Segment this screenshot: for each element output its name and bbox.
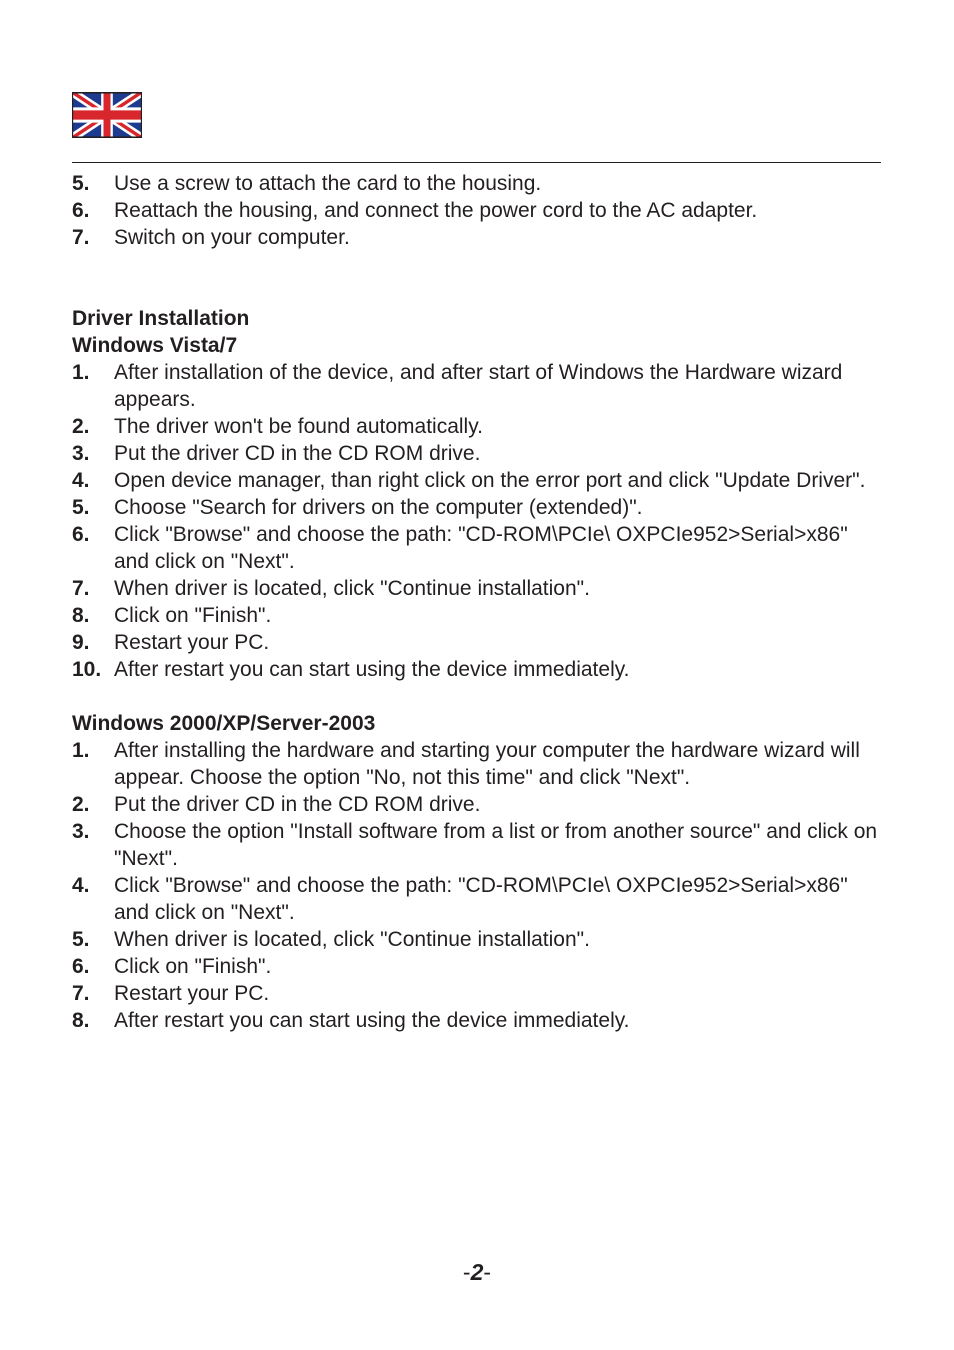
step-text: Switch on your computer. <box>114 226 350 249</box>
step-text: Choose the option "Install software from a list or from another source" and click on "Next". <box>114 820 878 870</box>
step-text: Reattach the housing, and connect the power cord to the AC adapter. <box>114 199 758 222</box>
list-item <box>72 953 881 980</box>
step-number: 6. <box>72 523 90 546</box>
list-item <box>72 440 881 467</box>
step-number: 6. <box>72 955 90 978</box>
page-number-value: 2 <box>470 1259 484 1285</box>
step-number: 2. <box>72 793 90 816</box>
step-number: 5. <box>72 172 90 195</box>
step-number: 2. <box>72 415 90 438</box>
step-text: After installation of the device, and after start of Windows the Hardware wizard appears. <box>114 361 843 411</box>
step-text: Click "Browse" and choose the path: "CD-ROM\PCIe\ OXPCIe952>Serial>x86" and click on "Next". <box>114 523 848 573</box>
step-number: 4. <box>72 469 90 492</box>
page-number-prefix: - <box>462 1259 471 1285</box>
step-number: 6. <box>72 199 90 222</box>
step-text: When driver is located, click "Continue installation". <box>114 577 590 600</box>
list-item <box>72 656 881 683</box>
intro-steps-list <box>72 170 881 251</box>
step-number: 7. <box>72 577 90 600</box>
list-item <box>72 872 881 926</box>
list-item <box>72 359 881 413</box>
list-item <box>72 1007 881 1034</box>
step-number: 1. <box>72 361 90 384</box>
xp-subtitle: Windows 2000/XP/Server-2003 <box>72 712 376 735</box>
manual-content <box>72 170 881 1034</box>
vista-steps-list <box>72 359 881 683</box>
step-number: 5. <box>72 928 90 951</box>
step-text: The driver won't be found automatically. <box>114 415 483 438</box>
step-number: 1. <box>72 739 90 762</box>
step-text: Restart your PC. <box>114 631 270 654</box>
step-text: Restart your PC. <box>114 982 270 1005</box>
header-divider <box>72 162 881 163</box>
section-title: Driver Installation <box>72 307 250 330</box>
list-item <box>72 224 881 251</box>
step-text: Put the driver CD in the CD ROM drive. <box>114 442 481 465</box>
step-text: Choose "Search for drivers on the computer (extended)". <box>114 496 643 519</box>
step-text: Put the driver CD in the CD ROM drive. <box>114 793 481 816</box>
step-text: When driver is located, click "Continue installation". <box>114 928 590 951</box>
list-item <box>72 602 881 629</box>
list-item <box>72 413 881 440</box>
page-number <box>0 1258 954 1286</box>
step-number: 9. <box>72 631 90 654</box>
step-number: 8. <box>72 1009 90 1032</box>
step-text: Use a screw to attach the card to the housing. <box>114 172 542 195</box>
list-item <box>72 926 881 953</box>
list-item <box>72 521 881 575</box>
step-text: Click on "Finish". <box>114 955 272 978</box>
step-number: 5. <box>72 496 90 519</box>
step-text: After installing the hardware and starting your computer the hardware wizard will appear. Choose the option "No, not this time" and click "Next". <box>114 739 860 789</box>
step-text: After restart you can start using the device immediately. <box>114 658 630 681</box>
step-number: 3. <box>72 442 90 465</box>
list-item <box>72 575 881 602</box>
step-number: 4. <box>72 874 90 897</box>
vista-subtitle: Windows Vista/7 <box>72 334 238 357</box>
list-item <box>72 197 881 224</box>
uk-flag-icon <box>72 92 142 138</box>
list-item <box>72 980 881 1007</box>
step-number: 8. <box>72 604 90 627</box>
step-text: After restart you can start using the device immediately. <box>114 1009 630 1032</box>
step-number: 10. <box>72 658 102 681</box>
step-number: 7. <box>72 982 90 1005</box>
list-item <box>72 467 881 494</box>
step-text: Click "Browse" and choose the path: "CD-ROM\PCIe\ OXPCIe952>Serial>x86" and click on "Next". <box>114 874 848 924</box>
list-item <box>72 494 881 521</box>
list-item <box>72 791 881 818</box>
step-number: 7. <box>72 226 90 249</box>
step-text: Click on "Finish". <box>114 604 272 627</box>
xp-steps-list <box>72 737 881 1034</box>
list-item <box>72 629 881 656</box>
list-item <box>72 818 881 872</box>
page-number-suffix: - <box>483 1259 492 1285</box>
step-text: Open device manager, than right click on the error port and click "Update Driver". <box>114 469 866 492</box>
list-item <box>72 170 881 197</box>
step-number: 3. <box>72 820 90 843</box>
list-item <box>72 737 881 791</box>
